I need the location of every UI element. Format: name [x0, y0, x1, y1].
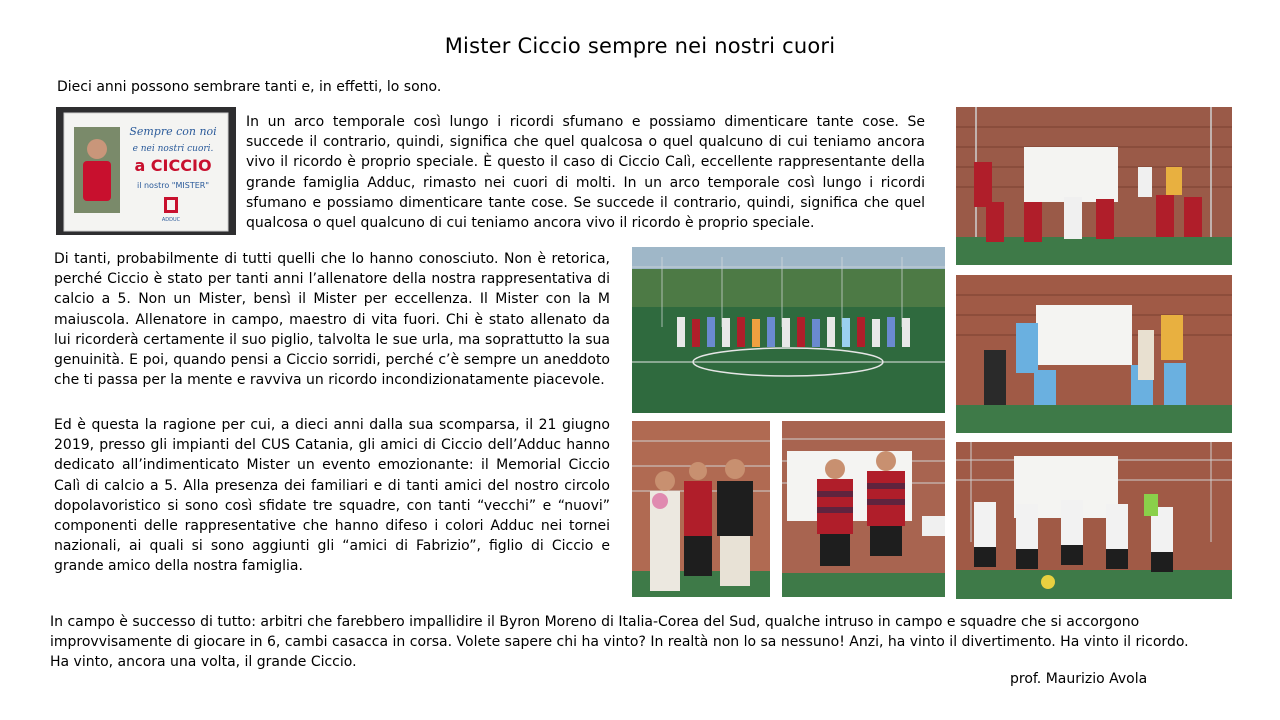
intro-line: Dieci anni possono sembrare tanti e, in effetti, lo sono. — [57, 79, 442, 95]
banner-line1: Sempre con noi — [129, 125, 217, 138]
paragraph-3: Ed è questa la ragione per cui, a dieci anni dalla sua scomparsa, il 21 giugno 2019, presso gli impianti del CUS Catania, gli amici di Ciccio dell’Adduc hanno dedicato all’indimenticato Mister un evento emozionante: il Memorial Ciccio Calì di calcio a 5. Alla presenza dei familiari e di tanti amici del nostro circolo dopolavoristico si sono così sfidate tre squadre, con tanti “vecchi” e “nuovi” componenti delle rappresentative che hanno difeso i colori Adduc nei tornei nazionali, ai quali si sono aggiunti gli “amici di Fabrizio”, figlio di Ciccio e grande amico della nostra famiglia. — [54, 417, 610, 575]
signature: prof. Maurizio Avola — [1010, 671, 1148, 687]
team-photo-3 — [956, 442, 1232, 599]
banner-logo: ADDUC — [161, 217, 181, 223]
banner-line2: e nei nostri cuori. — [132, 144, 214, 154]
team-photo-1 — [956, 107, 1232, 265]
banner-line3: a CICCIO — [134, 156, 212, 175]
banner-photo — [56, 107, 236, 235]
family-photo — [632, 421, 770, 597]
team-photo-2 — [956, 275, 1232, 433]
page-title: Mister Ciccio sempre nei nostri cuori — [444, 34, 836, 58]
players-photo — [782, 421, 945, 597]
banner-image — [56, 107, 236, 235]
paragraph-1: In un arco temporale così lungo i ricordi sfumano e possiamo dimenticare tante cose. Se succede il contrario, quindi, significa che quel qualcosa o quel qualcuno di cui teniamo ancora vivo il ricordo è proprio speciale. È questo il caso di Ciccio Calì, eccellente rappresentante della grande famiglia Adduc, rimasto nei cuori di molti. In un arco temporale così lungo i ricordi sfumano e possiamo dimenticare tante cose. Se succede il contrario, quindi, significa che quel qualcosa o quel qualcuno di cui teniamo ancora vivo il ricordo è proprio speciale. — [246, 114, 925, 232]
field-team-photo — [632, 247, 945, 413]
banner-line4: il nostro "MISTER" — [136, 181, 210, 190]
paragraph-2: Di tanti, probabilmente di tutti quelli che lo hanno conosciuto. Non è retorica, perché Ciccio è stato per tanti anni l’allenatore della nostra rappresentativa di calcio a 5. Non un Mister, bensì il Mister per eccellenza. Il Mister con la M maiuscola. Allenatore in campo, maestro di vita fuori. Chi è stato allenato da lui ricorderà certamente il suo piglio, talvolta le sue urla, ma soprattutto la sua genuinità. E poi, quando pensi a Ciccio sorridi, perché c’è sempre un aneddoto che ti passa per la mente e ravviva un ricordo incondizionatamente piacevole. — [54, 251, 610, 389]
paragraph-4: In campo è successo di tutto: arbitri che farebbero impallidire il Byron Moreno di Italia-Corea del Sud, qualche intruso in campo e squadre che si accorgono improvvisamente di giocare in 6, cambi casacca in corsa. Volete sapere chi ha vinto? In realtà non lo sa nessuno! Anzi, ha vinto il divertimento. Ha vinto il ricordo. Ha vinto, ancora una volta, il grande Ciccio. — [50, 614, 1189, 670]
